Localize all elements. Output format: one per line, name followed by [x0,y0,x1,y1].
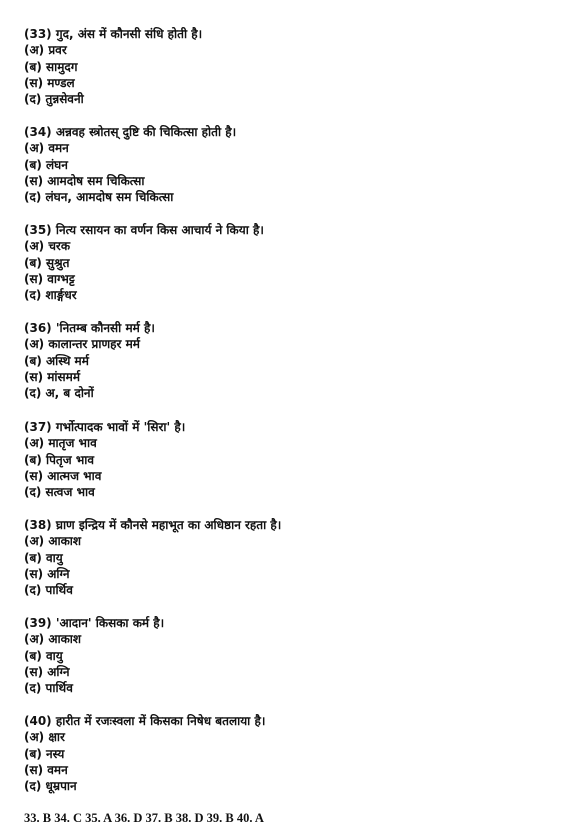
option-c: (स) आमदोष सम चिकित्सा [24,173,145,188]
answer-key: 33. B 34. C 35. A 36. D 37. B 38. D 39. B 40. A [24,811,264,825]
option-a: (अ) चरक [24,239,71,254]
question-40 [24,713,564,794]
option-b: (ब) लंघन [24,157,68,172]
option-b: (ब) सुश्रुत [24,255,70,270]
option-d: (द) तुन्नसेवनी [24,92,84,107]
question-34 [24,124,564,205]
option-c: (स) वमन [24,762,68,777]
question-text: (35) नित्य रसायन का वर्णन किस आचार्य ने किया है। [24,223,264,237]
option-a: (अ) वमन [24,141,69,156]
question-39 [24,615,564,696]
question-text: (34) अन्नवह स्त्रोतस् दुष्टि की चिकित्सा होती है। [24,125,237,139]
question-37 [24,419,564,500]
option-b: (ब) वायु [24,550,63,565]
option-c: (स) अग्नि [24,664,70,679]
option-c: (स) अग्नि [24,566,70,581]
option-a: (अ) मातृज भाव [24,436,97,451]
option-c: (स) मांसमर्म [24,369,81,384]
option-a: (अ) कालान्तर प्राणहर मर्म [24,337,140,352]
question-36 [24,320,564,401]
question-text: (33) गुद, अंस में कौनसी संधि होती है। [24,27,203,41]
question-text: (36) 'नितम्ब कौनसी मर्म है। [24,321,155,335]
option-d: (द) शार्ङ्गधर [24,288,77,303]
option-a: (अ) आकाश [24,534,82,549]
option-c: (स) आत्मज भाव [24,468,102,483]
option-d: (द) पार्थिव [24,681,73,696]
question-38 [24,517,564,598]
option-d: (द) लंघन, आमदोष सम चिकित्सा [24,190,174,205]
question-33 [24,26,564,107]
option-d: (द) पार्थिव [24,583,73,598]
question-text: (38) घ्राण इन्द्रिय में कौनसे महाभूत का अधिष्ठान रहता है। [24,518,282,532]
question-text: (39) 'आदान' किसका कर्म है। [24,616,165,630]
option-b: (ब) वायु [24,648,63,663]
question-text: (40) हारीत में रजःस्वला में किसका निषेध बतलाया है। [24,714,266,728]
option-b: (ब) नस्य [24,746,65,761]
option-b: (ब) अस्थि मर्म [24,353,89,368]
option-d: (द) अ, ब दोनों [24,386,94,401]
option-a: (अ) आकाश [24,632,82,647]
option-b: (ब) पितृज भाव [24,452,95,467]
option-d: (द) धूम्रपान [24,779,77,794]
option-a: (अ) प्रवर [24,43,67,58]
question-35 [24,222,564,303]
option-d: (द) सत्वज भाव [24,485,95,500]
question-text: (37) गर्भोत्पादक भावों में 'सिरा' है। [24,420,186,434]
option-a: (अ) क्षार [24,730,65,745]
option-c: (स) वाग्भट्ट [24,271,75,286]
option-c: (स) मण्डल [24,75,75,90]
option-b: (ब) सामुदग [24,59,78,74]
